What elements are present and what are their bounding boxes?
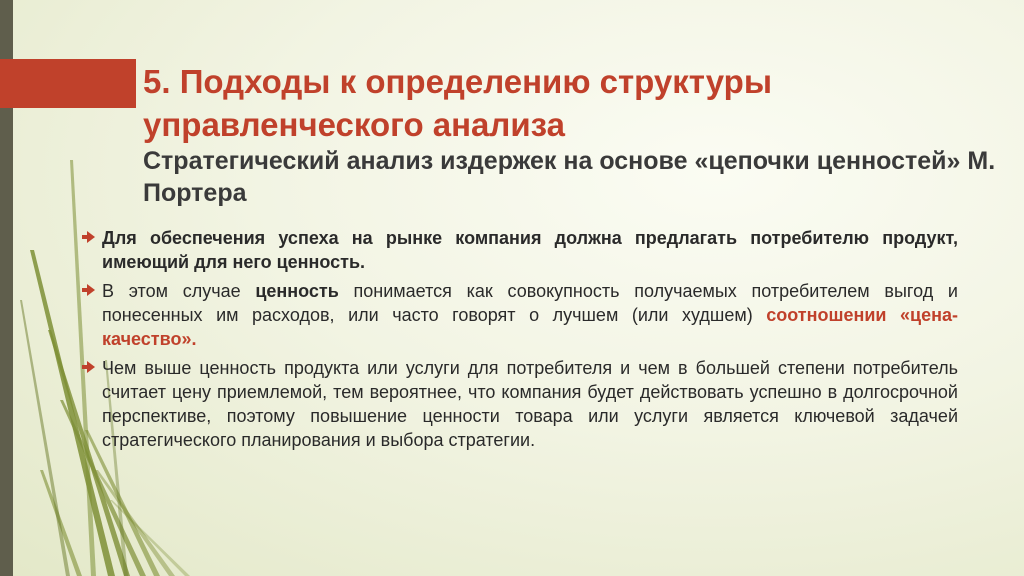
bullet-item (82, 356, 958, 452)
bullet-text: Чем выше ценность продукта или услуги для потребителя и чем в большей степени потребитель считает цену приемлемой, тем вероятнее, что компания будет действовать успешно в долгосрочной перспективе, поэтому повышение ценности товара или услуги является ключевой задачей стратегического планирования и выбора стратегии. (102, 358, 958, 450)
slide-subtitle: Стратегический анализ издержек на основе «цепочки ценностей» М. Портера (143, 147, 996, 207)
arrow-bullet-icon (82, 284, 95, 296)
bullet-item (82, 226, 958, 274)
bullet-text-part: В этом случае (102, 281, 256, 301)
slide-title: 5. Подходы к определению структуры управленческого анализа (143, 63, 773, 143)
bullet-text: Для обеспечения успеха на рынке компания должна предлагать потребителю продукт, имеющий для него ценность. (102, 228, 958, 272)
bullet-emphasis-red: соотношении «цена- качество». (102, 305, 958, 349)
bullet-text-part: понимается как совокупность получаемых потребителем выгод и понесенных им расходов, или часто говорят о лучшем (или худшем) (102, 281, 958, 325)
bullet-item (82, 279, 958, 351)
bullet-list (82, 226, 958, 457)
title-accent-band (0, 59, 136, 108)
arrow-bullet-icon (82, 231, 95, 243)
bullet-emphasis-bold: ценность (255, 281, 339, 301)
arrow-bullet-icon (82, 361, 95, 373)
